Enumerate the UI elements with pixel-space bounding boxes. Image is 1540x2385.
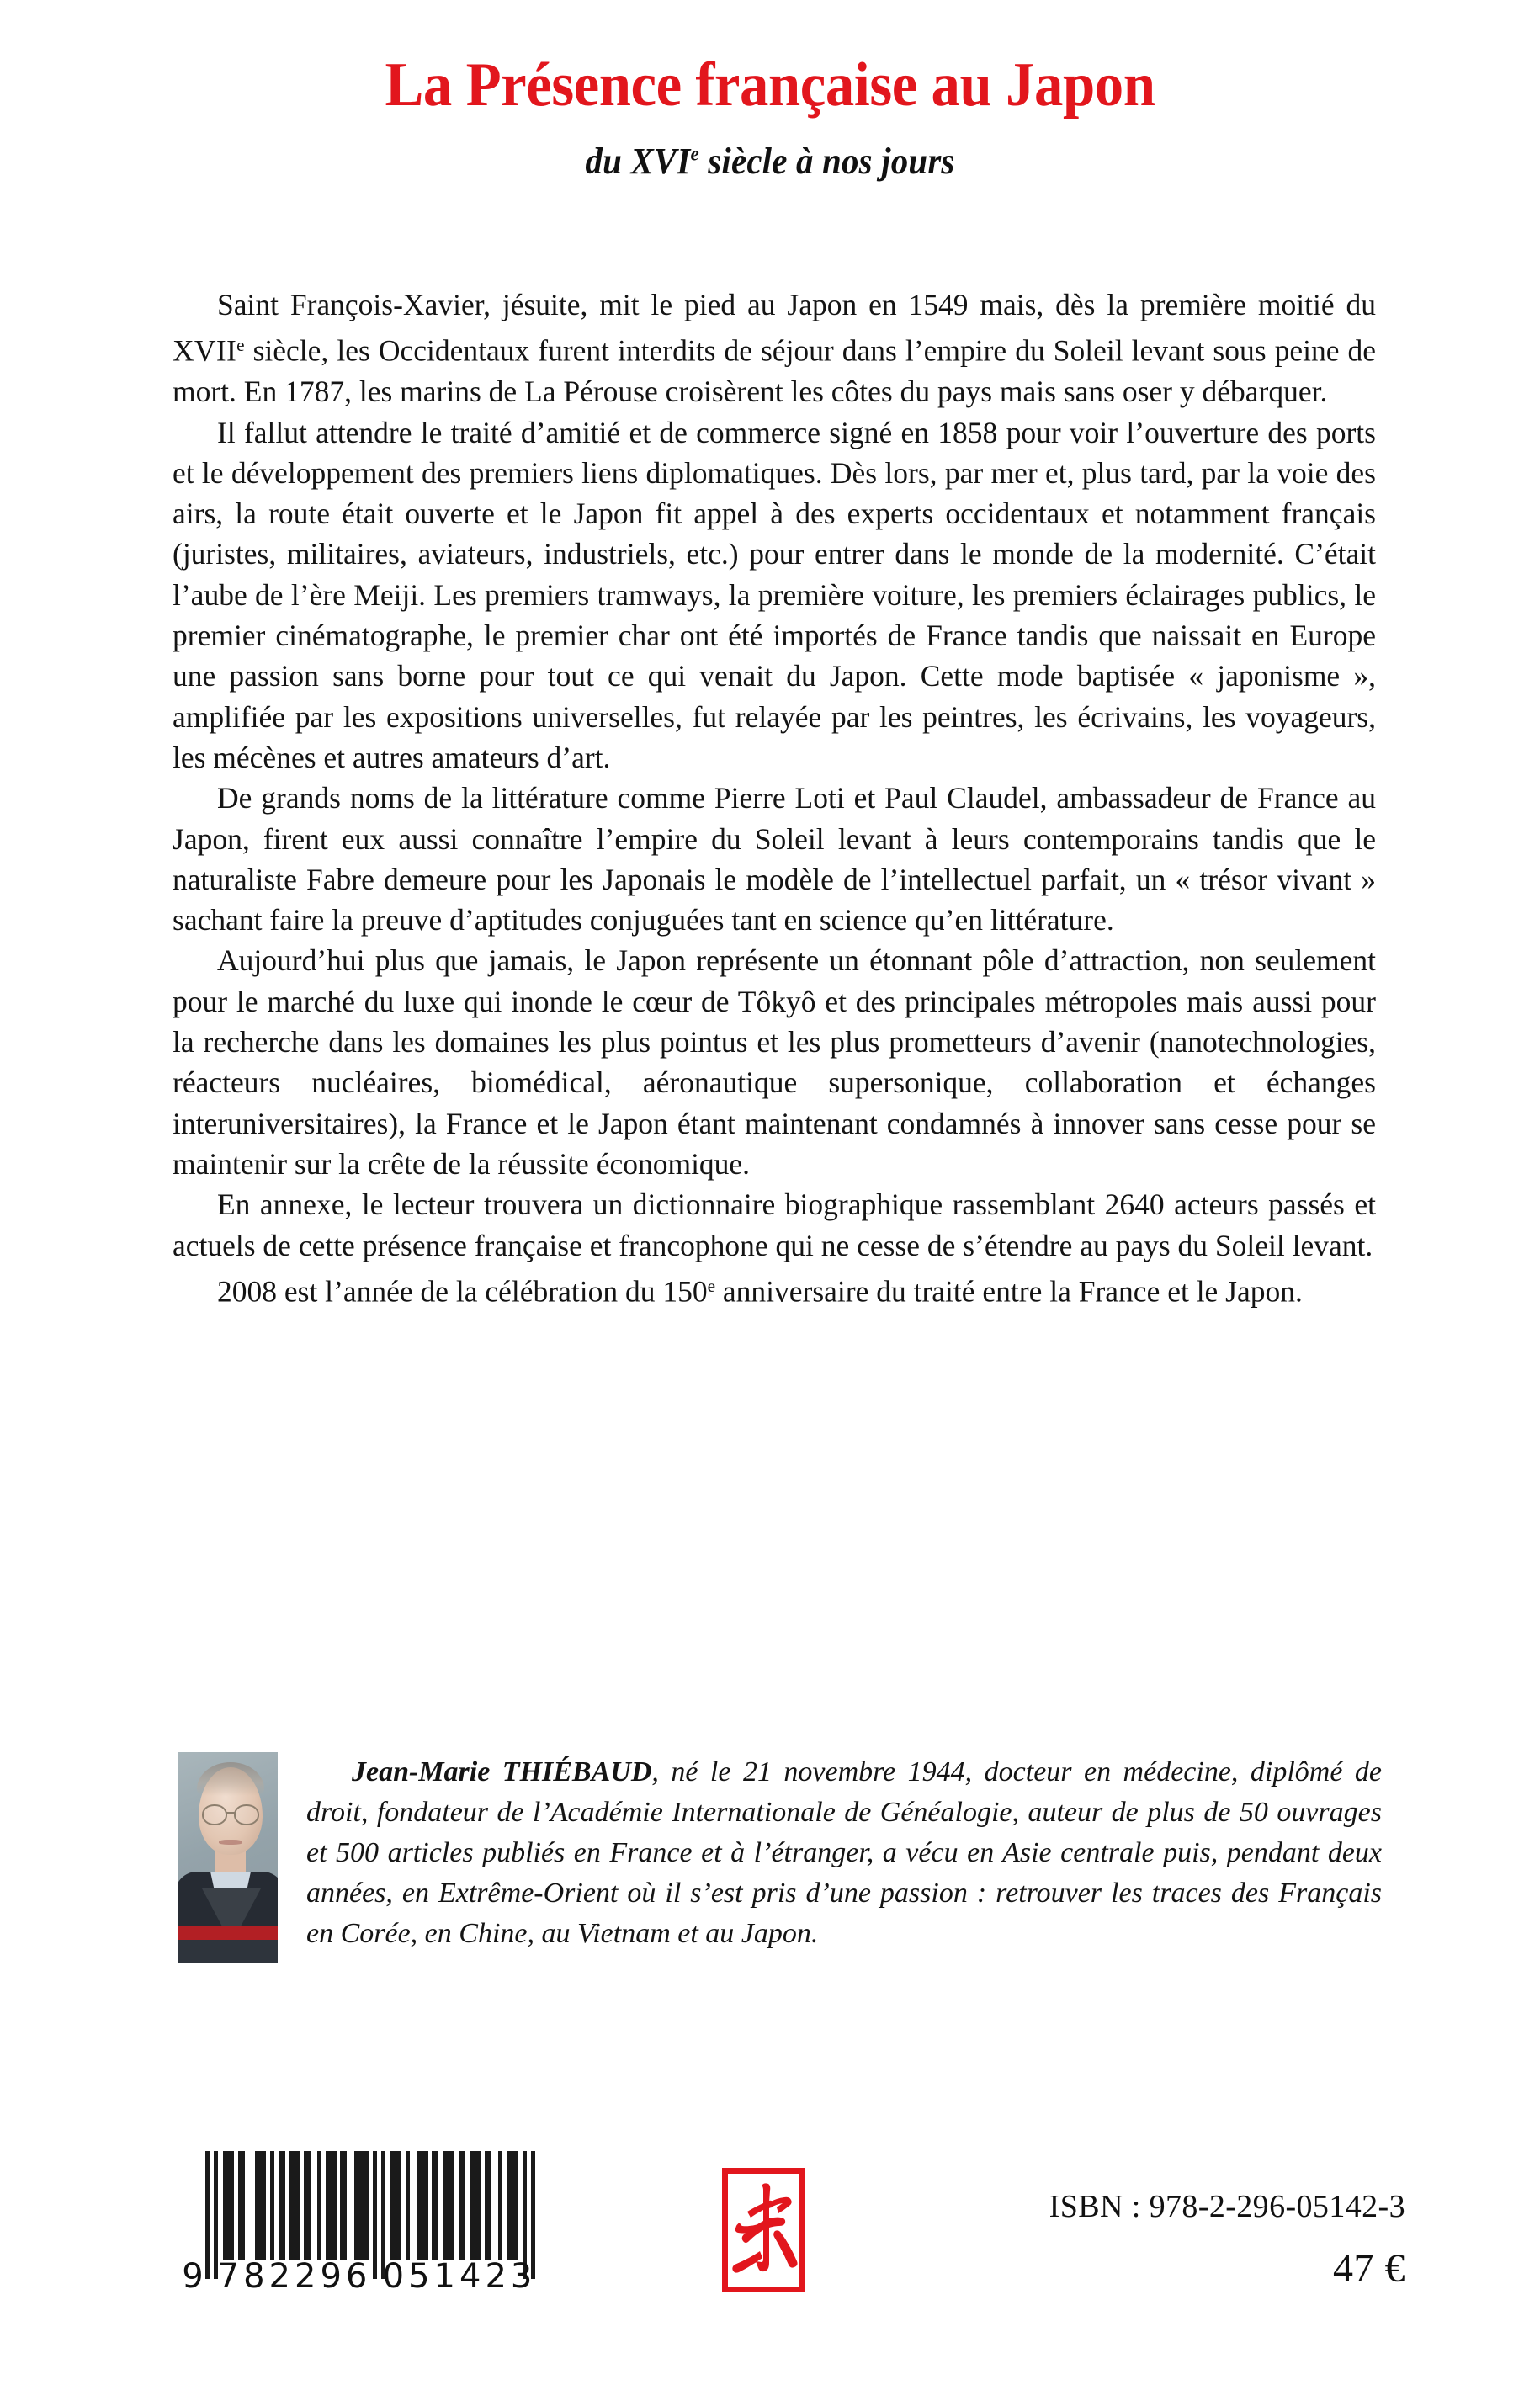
blurb-paragraph-2: Il fallut attendre le traité d’amitié et de commerce signé en 1858 pour voir l’ouverture des ports et le développement des premiers liens diplomatiques. Dès lors, par mer et, plus tard, par la voie des airs, la route était ouverte et le Japon fit appel à des experts occidentaux et notamment français (juristes, militaires, aviateurs, industriels, etc.) pour entrer dans le monde de la modernité. C’était l’aube de l’ère Meiji. Les premiers tramways, la première voiture, les premiers éclairages publics, le premier cinématographe, le premier char ont été importés de France tandis que naissait en Europe une passion sans borne pour tout ce qui venait du Japon. Cette mode baptisée « japonisme », amplifiée par les expositions universelles, fut relayée par les peintres, les écrivains, les voyageurs, les mécènes et autres amateurs d’art. [173, 415, 1376, 774]
barcode-bar [311, 2151, 317, 2260]
barcode-bar [245, 2151, 255, 2260]
author-bio-text: , né le 21 novembre 1944, docteur en médecine, diplômé de droit, fondateur de l’Académie Internationale de Généalogie, auteur de plus de 50 ouvrages et 500 articles publiés en France et à l’étranger, a vécu en Asie centrale puis, pendant deux années, en Extrême-Orient où il s’est pris d’une passion : retrouver les traces des Français en Corée, en Chine, au Vietnam et au Japon. [306, 1756, 1382, 1949]
portrait-mouth [219, 1840, 242, 1845]
barcode-bar [223, 2151, 234, 2260]
barcode-bar [410, 2151, 417, 2260]
blurb-paragraph-6 [173, 1266, 1376, 1312]
author-block [178, 1752, 1382, 1963]
barcode-quiet-zone [175, 2151, 205, 2260]
blurb-p6-part-a: 2008 est l’année de la célébration du 150 [217, 1274, 708, 1309]
barcode-bar [432, 2151, 438, 2260]
price-text: 47 € [1333, 2246, 1405, 2291]
glasses-right-lens [234, 1804, 259, 1825]
blurb-paragraph-3: De grands noms de la littérature comme Pierre Loti et Paul Claudel, ambassadeur de France au Japon, firent eux aussi connaître l’empire du Soleil levant à leurs contemporains tandis que le naturaliste Fabre demeure pour les Japonais le modèle de l’intellectuel parfait, un « trésor vivant » sachant faire la preuve d’aptitudes conjuguées tant en science qu’en littérature. [173, 781, 1376, 938]
blurb-p6-superscript: e [707, 1275, 716, 1296]
glasses-left-lens [202, 1804, 227, 1825]
subtitle-prefix: du XVI [585, 141, 691, 183]
barcode-bar [354, 2151, 369, 2260]
blurb-paragraph-1 [173, 284, 1376, 412]
barcode-bar [289, 2151, 300, 2260]
title-block [0, 52, 1540, 183]
blurb-p1-part-a: Saint François-Xavier, jésuite, mit le pied au Japon en 1549 mais, dès la première moitié du [217, 288, 1376, 321]
barcode-bar [459, 2151, 465, 2260]
barcode-bar [340, 2151, 347, 2260]
barcode-digit-left: 9 [182, 2257, 205, 2296]
barcode-digits [175, 2257, 555, 2296]
isbn-text: ISBN : 978-2-296-05142-3 [1049, 2189, 1405, 2224]
subtitle-suffix: siècle à nos jours [698, 141, 955, 183]
barcode-bar [347, 2151, 354, 2260]
blurb-p1-smallcaps: XVII [173, 334, 237, 368]
barcode-bar [485, 2151, 491, 2260]
blurb-p1-superscript: e [236, 335, 245, 356]
blurb-text [173, 284, 1376, 1312]
barcode-bar [507, 2151, 518, 2260]
glasses-bridge [226, 1812, 236, 1814]
barcode-bar [304, 2151, 311, 2260]
barcode-bar [443, 2151, 454, 2260]
barcode-group-1: 782296 [217, 2257, 372, 2296]
harmattan-brush-kanji-icon [728, 2174, 799, 2287]
barcode-bar [390, 2151, 401, 2260]
glasses-icon [200, 1804, 261, 1823]
barcode-bar [417, 2151, 428, 2260]
author-portrait-photo [178, 1752, 278, 1963]
portrait-sweater-lower [178, 1940, 278, 1963]
ean13-barcode [175, 2151, 555, 2316]
barcode-group-2: 051423 [382, 2257, 537, 2296]
blurb-paragraph-4: Aujourd’hui plus que jamais, le Japon représente un étonnant pôle d’attraction, non seulement pour le marché du luxe qui inonde le cœur de Tôkyô et des principales métropoles mais aussi pour la recherche dans les domaines les plus pointus et les plus prometteurs d’avenir (nanotechnologies, réacteurs nucléaires, biomédical, aéronautique supersonique, collaboration et échanges interuniversitaires), la France et le Japon étant maintenant condamnés à innover sans cesse pour se maintenir sur la crête de la réussite économique. [173, 943, 1376, 1181]
portrait-sweater-red-stripe [178, 1926, 278, 1940]
barcode-bar [255, 2151, 266, 2260]
footer [0, 2138, 1540, 2331]
author-name: Jean-Marie THIÉBAUD [352, 1756, 652, 1787]
barcode-bar [279, 2151, 285, 2260]
subtitle-superscript: e [690, 143, 699, 167]
barcode-bar [491, 2151, 498, 2260]
blurb-p1-part-b: siècle, les Occidentaux furent interdits de séjour dans l’empire du Soleil levant sous peine de mort. En 1787, les marins de La Pérouse croisèrent les côtes du pays mais sans oser y débarquer. [173, 334, 1376, 409]
page-subtitle [54, 140, 1486, 183]
barcode-bar [326, 2151, 337, 2260]
barcode-bar [238, 2151, 245, 2260]
blurb-p6-part-b: anniversaire du traité entre la France et le Japon. [715, 1274, 1303, 1309]
blurb-paragraph-5: En annexe, le lecteur trouvera un dictionnaire biographique rassemblant 2640 acteurs passés et actuels de cette présence française et francophone qui ne cesse de s’étendre au pays du Soleil levant. [173, 1187, 1376, 1262]
author-biography [178, 1752, 1382, 1954]
isbn-price-block [968, 2188, 1405, 2292]
publisher-logo [722, 2168, 805, 2292]
page-title: La Présence française au Japon [385, 50, 1155, 120]
barcode-bar [470, 2151, 481, 2260]
